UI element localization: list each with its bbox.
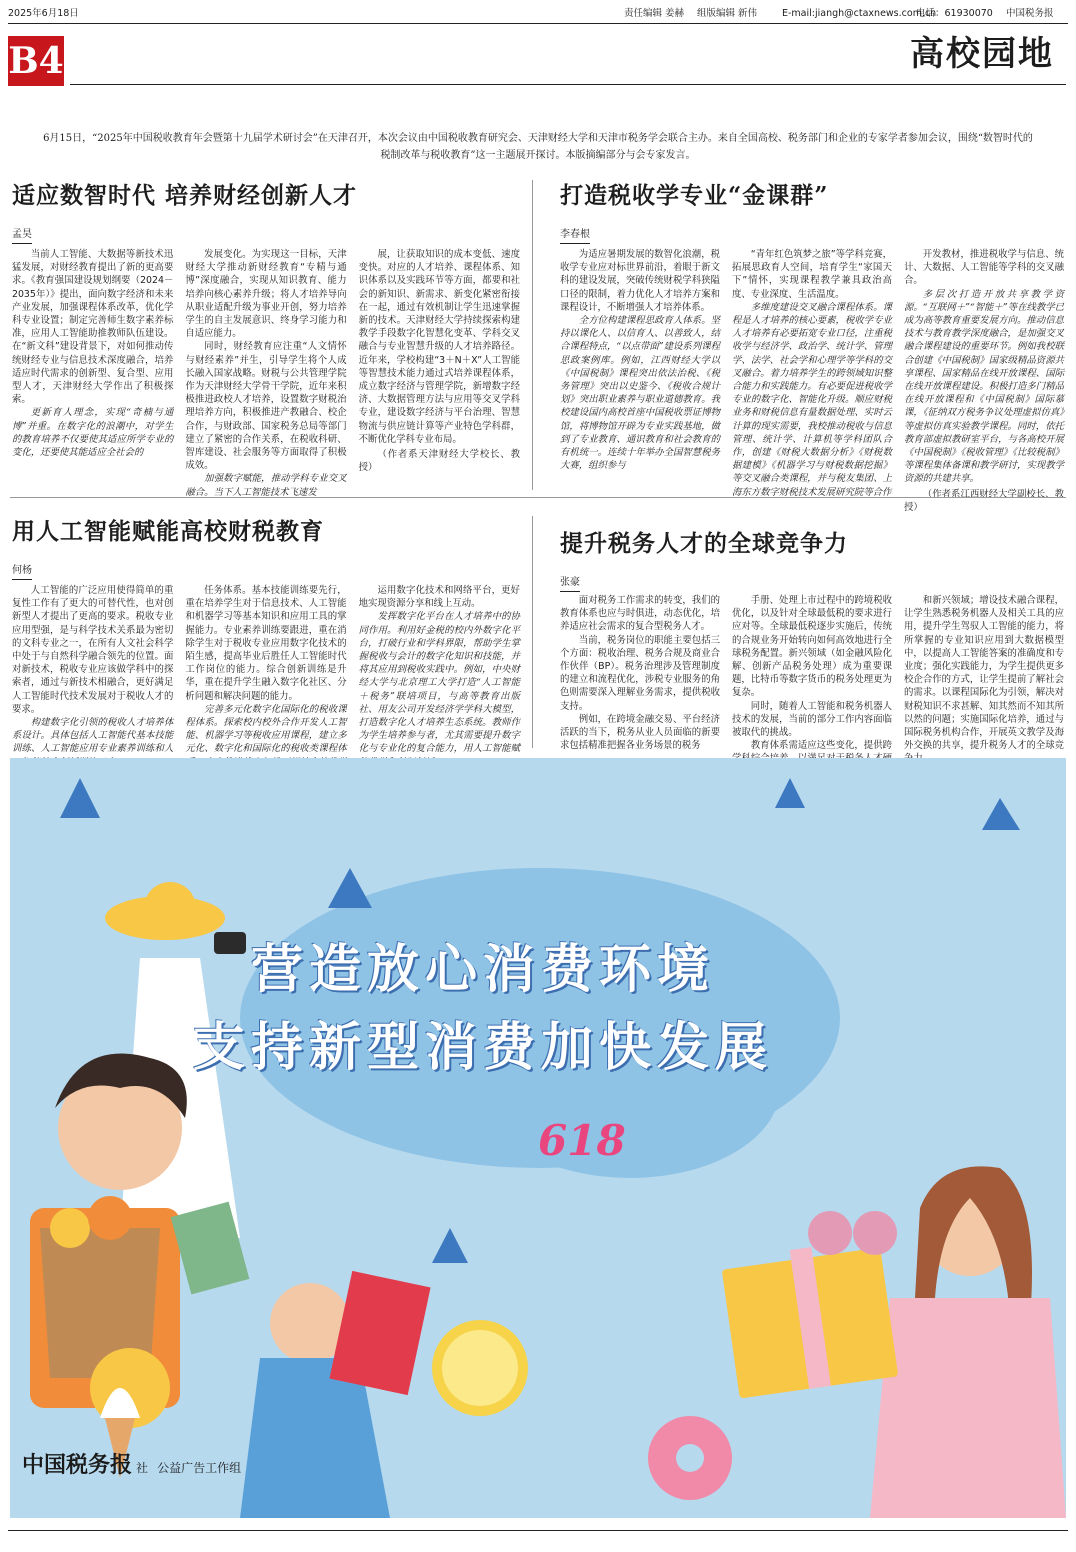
paragraph: 多维度建设交叉融合课程体系。课程是人才培养的核心要素，税收学专业人才培养有必要拓宽专业口径，注重税收学与经济学、政治学、统计学、管理学、法学、社会学和心理学等学科的交叉融合。着力培养学生的跨领域知识整合能力和实践能力。有必要促进税收学专业的数字化、智能化升级。顺应财税业务和财税信息有量数据处理、实时云计算的现实需要，我校推动税收与信息管理、统计学、计算机等学科团队合作，创建《财税大数据分析》《财税数据建模》《机器学习与财税数据挖掘》等交叉融合类课程，并与税友集团、上海东方数字财税技术发展研究院等合作 [732, 301, 892, 498]
paragraph: 当前，税务岗位的职能主要包括三个方面：税收治理、税务合规及商业合作伙伴（BP）。税务治理涉及管理制度的建立和流程优化，涉税专业服务的角色则需要深入理解业务需求，提供税收支持。 [560, 634, 720, 712]
paragraph: 发展变化。为实现这一目标，天津财经大学推动新财经教育“专精与通博”深度融合，实现从知识教育、能力培养向核心素养升级；将人才培养导向从职业适配升级为事业开创，努力培养学生的自主发展意识、终身学习能力和自适应能力。 [185, 249, 347, 340]
page-intro: 6月15日，“2025年中国税收教育年会暨第十九届学术研讨会”在天津召开，本次会议由中国税收教育研究会、天津财经大学和天津市税务学会联合主办。来自全国高校、税务部门和企业的专家学者参加会议，围绕“数智时代的税制改革与税收教育”这一主题展开探讨。本版摘编部分与会专家发言。 [43, 133, 1033, 161]
fruit-icon [50, 1208, 90, 1248]
triangle-decor [775, 778, 805, 808]
article-column [359, 248, 520, 499]
paragraph: 教育体系需适应这些变化，提供跨 [750, 740, 892, 752]
triangle-decor [60, 778, 100, 818]
section-rule [70, 84, 1066, 85]
paragraph: 展，让获取知识的成本变低、速度变快。对应的人才培养、课程体系、知识体系以及实践环节等方面，都要和社会的新知识、新需求、新变化紧密衔接在一起，通过有效机制让学生迅速掌握新的技术。天津财经大学持续探索构建教学手段数字化智慧化变革、学科交叉融合与专业智慧升级的人才培养路径。近年来，学校构建“3＋N＋X”人工智能等智慧技术能力通过式培养课程体系，成立数字经济与管理学院，新增数字经济、大数据管理方法与应用等交叉学科专业，建设数字经济与平台治理、智慧物流与供应链计算等产业特色学科群，不断优化学科专业布局。 [358, 249, 520, 445]
paragraph: 构建数字化引领的税收人才培养体系设计。具体包括人工智能代基本技能训练、人工智能应用专业素养训练和人 [12, 717, 174, 755]
article-title: 适应数智时代 培养财经创新人才 [12, 182, 358, 209]
newspaper-name: 中国税务报 [1006, 8, 1054, 19]
paragraph: 加强数字赋能，推动学科专业交叉融合。当下人工智能技术飞速发 [185, 473, 347, 498]
masthead-rule [8, 23, 1068, 24]
row-divider [10, 497, 1066, 498]
article-column [185, 248, 346, 499]
gift-bow-icon [808, 1211, 852, 1255]
masthead-bar [8, 6, 1068, 22]
paragraph: 当前人工智能、大数据等新技术迅猛发展，对财经教育提出了新的更高要求。《教育强国建设规划纲要（2024－2035年）》提出，面向数字经济和未来产业发展，加强课程体系改革，优化学科专业设置；制定完善师生数字素养标准，应用人工智能助推教师队伍建设。在“新文科”建设背景下，对如何推动传统财经专业与信息技术深度融合，培养适应时代需求的创新型、复合型、应用型人才，天津财经大学作出了积极探索。 [12, 249, 174, 406]
paragraph: 发挥数字化平台在人才培养中的协同作用。利用好金税的校内外数字化平台，打破行业和学科界限，帮助学生掌握税收与会计的数字化知识和技能，并将其应用到税收实践中。例如，中央财经大学与北京理工大学打造“人工智能＋税务”联培项目，与高等教育出版社、用友公司开发经济学学科大模型，打造数字化人才培养生态系统。教师作为学生培养参与者，尤其需要提升数字化与专业化的复合能力，用人工智能赋 [358, 611, 520, 755]
article-author: 张豪 [560, 576, 580, 592]
paragraph: 例如，在跨境金融交易、平台经济活跃的当下，税务从业人员面临的新要求包括精准把握各业务场景的税务 [560, 713, 720, 752]
ad-618-badge: 618 [538, 1116, 626, 1165]
article-column [732, 248, 892, 514]
ad-brand: 中国税务报 [22, 1452, 133, 1478]
donut-icon [676, 1444, 704, 1472]
paragraph: 更新育人理念，实现“奇楠与通博”并重。在数字化的浪潮中，对学生的教育培养不仅要使其适应所学专业的变化，还要使其能适应全社会的 [12, 407, 174, 459]
paragraph: 多层次打造开放共享教学资源。“互联网＋”“智能＋”等在线教学已成为高等教育重要发展方向。推动信息技术与教育教学深度融合，是加强交叉融合课程建设的重要环节。例如我校联合创建《中国税制》国家级精品资源共享课程、国家精品在线开放课程、国际在线开放课程建设。积极打造多门精品在线开放课程和《中国税制》国际慕课，《征纳双方税务争议处理虚拟仿真》等虚拟仿真实验教学课程。同时，依托教育部虚拟教研室平台，与各高校开展《中国税制》《税收管理》《比较税制》等课程集体备课和教学研讨，实现教学资源的共建共享。 [904, 288, 1064, 485]
article-title: 提升税务人才的全球竞争力 [560, 530, 848, 557]
editor-email[interactable]: E-mail:jiangh@ctaxnews.com.cn [782, 8, 937, 19]
paragraph: 任务体系。基本技能训练要先行，重在培养学生对于信息技术、人工智能和机器学习等基本知识和应用工具的掌握能力。专业素养训练要跟进，重在消除学生对于税收专业应用数字化技术的陌生感，提高毕业后胜任人工智能时代工作岗位的能力。综合创新训练是升华，重在提升学生融入数字化社区、分析问题和解决问题的能力。 [185, 585, 347, 702]
paragraph: 面对税务工作需求的转变，我们的教育体系也应与时俱进，动态优化，培养适应社会需求的复合型税务人才。 [560, 595, 720, 633]
article-2 [548, 180, 1064, 513]
public-service-ad [10, 758, 1066, 1518]
paragraph: 同时，财经教育应注重“人文情怀与财经素养”并生，引导学生将个人成长融入国家战略。财税与公共管理学院作为天津财经大学骨干学院，近年来积极推进政校人才培养，设置数字财税治理培养方向，积极推进产教融合、校企合作，与财政部、国家税务总局等部门建立了紧密的合作关系，在税收科研、智库建设、社会服务等方面取得了积极成效。 [185, 341, 347, 472]
fruit-icon [88, 1196, 132, 1240]
article-author: 孟昊 [12, 228, 32, 244]
article-body [560, 594, 1064, 752]
ad-publisher: 公益广告工作组 [157, 1461, 242, 1475]
page-code-badge: B4 [8, 36, 64, 86]
paragraph: 和新兴领域；增设技术融合课程，让学生熟悉税务机器人及相关工具的应用，提升学生驾驭人工智能的能力，将所掌握的专业知识应用到大数据模型中，以提高人工智能答案的准确度和专业度；强化实践能力，为学生提供更多校企合作的方式，让学生提前了解社会的需求。以课程国际化为引领，解决对财税知识不求甚解、知其然而不知其所以然的问题；实施国际化培养，通过与国际税务机构合作，开展英文教学及海外交换的共享，提升税务人才的全球竞 [904, 595, 1064, 752]
paragraph: （作者系江西财经大学副校长、教授） [904, 488, 1064, 513]
gift-bow-icon [853, 1211, 897, 1255]
paragraph: 运用数字化技术和网络平台，更好地实现资源分享和线上互动。 [358, 585, 520, 610]
paragraph: （作者系天津财经大学校长、教授） [358, 449, 520, 474]
paragraph: 手册、处理上市过程中的跨境税收优化，以及针对全球最低税的要求进行应对等。全球最低税逐步实施后，传统的合规业务开始转向如何高效地进行全球税务配置。新兴领域（如金融风险化解、创新产品税务处理）成为重要课题，比特币等数字货币的税务处理更为复杂。 [732, 595, 892, 699]
ad-headline-line1: 营造放心消费环境 [250, 939, 715, 1000]
triangle-decor [432, 1228, 468, 1263]
triangle-decor [328, 868, 372, 908]
column-divider [532, 516, 533, 748]
column-divider [532, 180, 533, 490]
paragraph: 同时，随着人工智能和税务机器人技术的发展，当前的部分工作内容面临被取代的挑战。 [732, 700, 892, 739]
paragraph: 人工智能的广泛应用使得简单的重复性工作有了更大的可替代性，也对创新型人才提出了更高的要求。税收专业应用型强，是与科学技术关系最为密切的文科专业之一，在所有人文社会科学中处于与自然科学融合领先的位置。面对新技术，税收专业应该做学科中的探索者，通过与新技术相融合，更好满足人工智能时代技术发展对于税收人才的要求。 [12, 585, 174, 715]
paragraph: 完善多元化数字化国际化的税收课程体系。探索校内校外合作开发人工智能、机器学习等税收应用课程，建立多元化、数字化和国际化的税收类课程体 [185, 703, 347, 755]
article-column [904, 248, 1064, 514]
article-1 [12, 180, 520, 498]
article-title: 用人工智能赋能高校财税教育 [12, 518, 324, 545]
paragraph: 开发教材，推进税收学与信息、统计、大数据、人工智能等学科的交叉融合。 [904, 249, 1064, 287]
triangle-decor [982, 798, 1020, 830]
paragraph: “青年红色筑梦之旅”等学科竞赛，拓展思政育人空间，培育学生“家国天下”情怀，实现课程教学兼具政治高度、专业深度、生活温度。 [732, 249, 892, 300]
ad-headline-line2: 支持新型消费加快发展 [192, 1017, 773, 1078]
paragraph: 为适应暑期发展的数智化浪潮，税收学专业应对标世界前沿，着眼于新文科的建设发展，突破传统财税学科狭隘口径的限制，着力优化人才培养方案和课程设计，不断增强人才培养体系。 [560, 249, 720, 313]
article-column [12, 248, 173, 499]
shopping-bag-icon [329, 1271, 430, 1395]
article-body [560, 248, 1064, 513]
shopping-bag-icon [171, 1202, 250, 1295]
issue-date: 2025年6月18日 [8, 8, 79, 19]
article-author: 李春根 [560, 228, 590, 244]
editor: 责任编辑 姜赫 [624, 8, 685, 19]
article-4 [548, 528, 1064, 752]
article-title: 打造税收学专业“金课群” [560, 182, 829, 209]
ad-brand-suffix: 社 [136, 1461, 149, 1475]
article-body [12, 248, 520, 498]
paragraph: 全方位构建课程思政育人体系。坚持以课化人、以信育人、以善致人，结合课程特点，“以点带面”建设系列课程思政案例库。例如，江西财经大学以《中国税制》课程突出依法治税、《税务管理》突出以史鉴今、《税收合规计划》突出职业素养与职业道德教育。我校建设国内高校首座中国税收票证博物馆，将博物馆开辟为专业实践基地，做到了专业教育、通识教育和社会教育的有机统一。连续十年举办全国智慧税务大赛，组织参与 [560, 315, 720, 472]
sun-hat-icon [144, 882, 196, 934]
article-author: 何杨 [12, 564, 32, 580]
layout-editor: 组版编辑 新伟 [697, 8, 758, 19]
article-body [12, 584, 520, 755]
lemon-slice-icon [442, 1330, 518, 1406]
ad-credit [22, 1448, 241, 1479]
editor-phone: 电话：61930070 [916, 8, 993, 19]
article-3 [12, 516, 520, 755]
section-title: 高校园地 [910, 34, 1054, 74]
page-bottom-rule [8, 1530, 1068, 1531]
woman-dress-figure [870, 1298, 1066, 1518]
article-column [560, 248, 720, 514]
